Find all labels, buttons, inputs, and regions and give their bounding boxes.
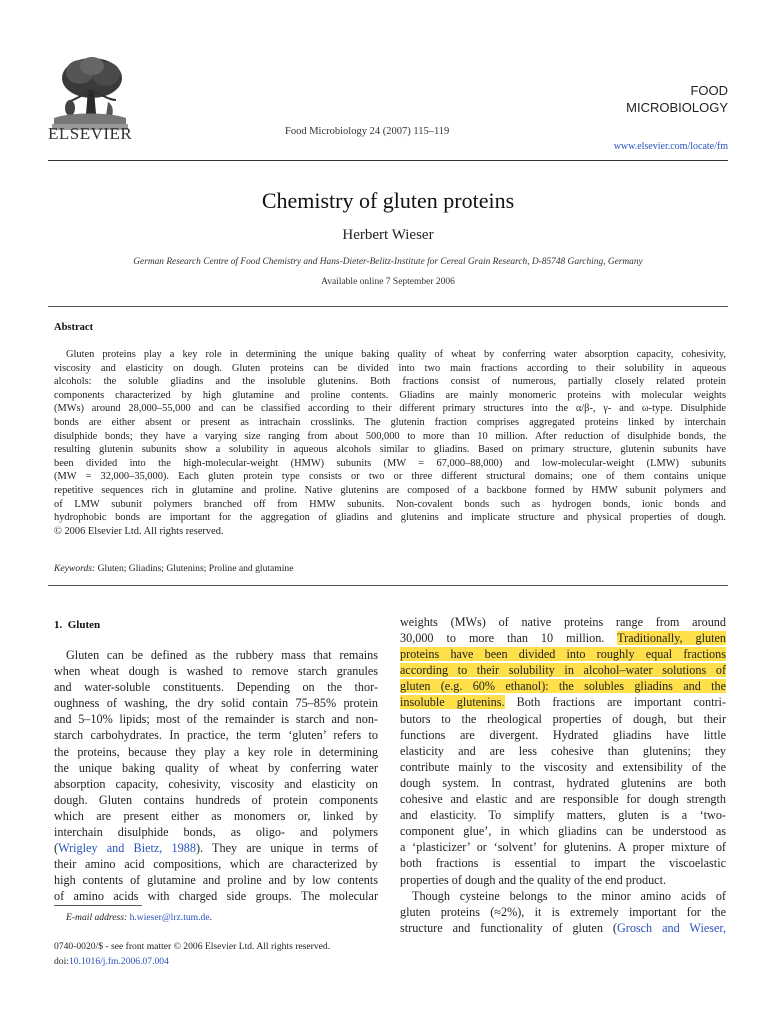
paragraph-line: and elasticity. To simplify matters, gluten is a ‘two- — [400, 808, 726, 823]
abstract-line: resulting glutenin subunits show a solubility in aqueous alcohols similar to gliadins. Based on primary structure, glutenin subunits have — [54, 444, 726, 456]
journal-name-line2: MICROBIOLOGY — [626, 100, 728, 115]
citation-link-wrigley-bietz[interactable]: Wrigley and Bietz, 1988 — [58, 841, 196, 856]
abstract-line: repetitive sequences rich in glutamine and proline. Native glutenins are composed of a backbone formed by HMW subunit polymers and — [54, 484, 726, 496]
highlighted-text: Traditionally, gluten — [617, 631, 727, 646]
abstract-line: been divided into the high-molecular-weight (HMW) subunits (MW = 67,000–88,000) and low-molecular-weight (LMW) subunits — [54, 457, 726, 469]
paragraph-line: dough system. In contrast, hydrated glutenins are both — [400, 775, 726, 790]
paragraph-line: Though cysteine belongs to the minor amino acids of — [412, 888, 726, 903]
paragraph-line: and water-soluble constituents. Depending on the thor- — [54, 680, 378, 695]
abstract-line: Gluten proteins play a key role in determining the unique baking quality of wheat by conferring water absorption capacity, cohesivity, — [66, 349, 726, 360]
highlighted-line: proteins have been divided into roughly equal fractions — [400, 647, 726, 662]
section-heading: 1. Gluten — [54, 619, 101, 631]
available-online: Available online 7 September 2006 — [321, 277, 455, 287]
keywords-label: Keywords: — [54, 563, 96, 574]
paragraph-line: component glue’, in which gliadins can be understood as — [400, 824, 726, 839]
keywords-text: Gluten; Gliadins; Glutenins; Proline and glutamine — [97, 563, 294, 574]
abstract-line: viscosity and elasticity on dough. Gluten proteins can be divided into two main fractions according to their solubility in aqueous — [54, 362, 726, 374]
doi-line: doi:10.1016/j.fm.2006.07.004 — [54, 956, 169, 967]
paragraph-line-with-citation: structure and functionality of gluten (Grosch and Wieser, — [400, 920, 727, 935]
email-link[interactable]: h.wieser@lrz.tum.de — [129, 912, 210, 923]
elsevier-logo — [50, 52, 130, 132]
paragraph-line-with-highlight: 30,000 to more than 10 million. Traditionally, gluten — [400, 631, 727, 646]
abstract-line: components characterized by high glutamine and proline contents. Gliadins are mainly monomeric proteins with molecular weights — [54, 389, 726, 401]
paragraph-line-with-highlight: insoluble glutenins. Both fractions are important contri- — [400, 695, 726, 710]
abstract-line: (MWs) around 28,000–55,000 and can be classified according to their different primary structures into the α/β-, γ- and ω-type. Disulphide — [54, 403, 726, 415]
left-column — [54, 647, 378, 905]
paragraph-line: their amino acid compositions, which are characterized by — [54, 857, 378, 872]
highlighted-line: according to their solubility in alcohol–water solutions of — [400, 663, 726, 678]
paragraph-line: cohesive and elastic and are responsible for dough strength — [400, 792, 726, 807]
paragraph-line: butors to the rheological properties of dough, but their — [400, 711, 726, 726]
paragraph-line: oughness of washing, the dry solid contain 75–85% protein — [54, 696, 378, 711]
email-label: E-mail address: — [66, 912, 128, 923]
article-affiliation: German Research Centre of Food Chemistry and Hans-Dieter-Belitz-Institute for Cereal Grain Research, D-85748 Garching, Germany — [133, 257, 643, 267]
header-rule — [48, 160, 728, 161]
abstract-line: bonds are either absent or present as intrachain crosslinks. The glutenin fraction comprises aggregated proteins linked by interchain — [54, 416, 726, 428]
paragraph-line: properties of dough and the quality of the end product. — [400, 872, 667, 887]
elsevier-tree-icon — [50, 52, 130, 132]
paragraph-line: of amino acids with charged side groups. The molecular — [54, 889, 378, 904]
paragraph-line: interchain disulphide bonds, as oligo- and polymers — [54, 825, 378, 840]
paragraph-line: the proteins, because they play a key role in determining — [54, 744, 378, 759]
paragraph-line: functions are divergent. Hydrated gliadins have little — [400, 727, 726, 742]
paragraph-line: elasticity and are less cohesive than glutenins; they — [400, 743, 726, 758]
abstract-line: (MW = 32,000–35,000). Each gluten protein type consists or two or three different structural domains; one of them contains unique — [54, 471, 726, 483]
journal-url[interactable]: www.elsevier.com/locate/fm — [613, 141, 728, 152]
abstract-line: disulphide bonds; they have a varying size ranging from about 500,000 to more than 10 million. After reduction of disulphide bonds, the — [54, 430, 726, 442]
journal-name — [600, 82, 728, 116]
paragraph-line: when wheat dough is washed to remove starch granules — [54, 664, 378, 679]
highlighted-line: gluten (e.g. 60% ethanol): the solubles gliadins and the — [400, 679, 726, 694]
paragraph-line: absorption capacity, cohesivity, viscosity and elasticity on — [54, 776, 378, 791]
paragraph-line: high contents of glutamine and proline and by low contents — [54, 873, 378, 888]
footnote-email: E-mail address: h.wieser@lrz.tum.de. — [66, 912, 212, 923]
citation-link-grosch-wieser[interactable]: Grosch and Wieser, — [616, 920, 727, 935]
abstract-line: alcohols: the soluble gliadins and the insoluble glutenins. Both fractions consist of numerous, partially closely related protein — [54, 376, 726, 388]
paragraph-line: starch carbohydrates. In practice, the term ‘gluten’ refers to — [54, 728, 378, 743]
abstract-line: hydrophobic bonds are important for the aggregation of gliadins and glutenins and implicate structure and physical properties of dough. — [54, 512, 726, 524]
journal-name-line1: FOOD — [690, 83, 728, 98]
abstract-line: © 2006 Elsevier Ltd. All rights reserved. — [54, 525, 224, 537]
paragraph-line: contribute mainly to the viscosity and extensibility of the — [400, 759, 726, 774]
paragraph-line: dough. Gluten contains hundreds of protein components — [54, 792, 378, 807]
article-title: Chemistry of gluten proteins — [261, 188, 515, 213]
right-column — [400, 614, 726, 936]
abstract-heading: Abstract — [54, 322, 94, 333]
abstract-body — [54, 348, 726, 538]
abstract-line: of LMW subunit polymers branched off from HMW subunits. Non-covalent bonds such as hydrogen bonds, ionic bonds and — [54, 498, 726, 510]
issn-line: 0740-0020/$ - see front matter © 2006 Elsevier Ltd. All rights reserved. — [54, 941, 331, 952]
article-author: Herbert Wieser — [342, 227, 434, 243]
publisher-name: ELSEVIER — [48, 124, 133, 143]
journal-citation: Food Microbiology 24 (2007) 115–119 — [285, 126, 450, 137]
paragraph-line: the unique baking quality of wheat by conferring water — [54, 760, 378, 775]
keywords-rule — [48, 585, 728, 586]
paragraph-line: a ‘plasticizer’ or ‘solvent’ for glutenins. A proper mixture of — [400, 840, 726, 855]
paragraph-line: gluten proteins (≈2%), it is extremely important for the — [400, 904, 726, 919]
keywords — [54, 563, 293, 574]
paragraph-line: both fractions is essential to impart the viscoelastic — [400, 856, 726, 871]
paragraph-line: Gluten can be defined as the rubbery mass that remains — [66, 648, 378, 662]
paragraph-line-with-citation: (Wrigley and Bietz, 1988). They are unique in terms of — [54, 841, 378, 856]
doi-link[interactable]: 10.1016/j.fm.2006.07.004 — [68, 956, 169, 967]
abstract-rule — [48, 306, 728, 307]
footnote-rule — [54, 905, 142, 906]
paragraph-line: which are present either as monomers or, linked by — [54, 808, 378, 823]
paragraph-line: and 5–10% lipids; most of the remainder is starch and non- — [54, 712, 378, 727]
paragraph-line: weights (MWs) of native proteins range from around — [400, 615, 726, 629]
